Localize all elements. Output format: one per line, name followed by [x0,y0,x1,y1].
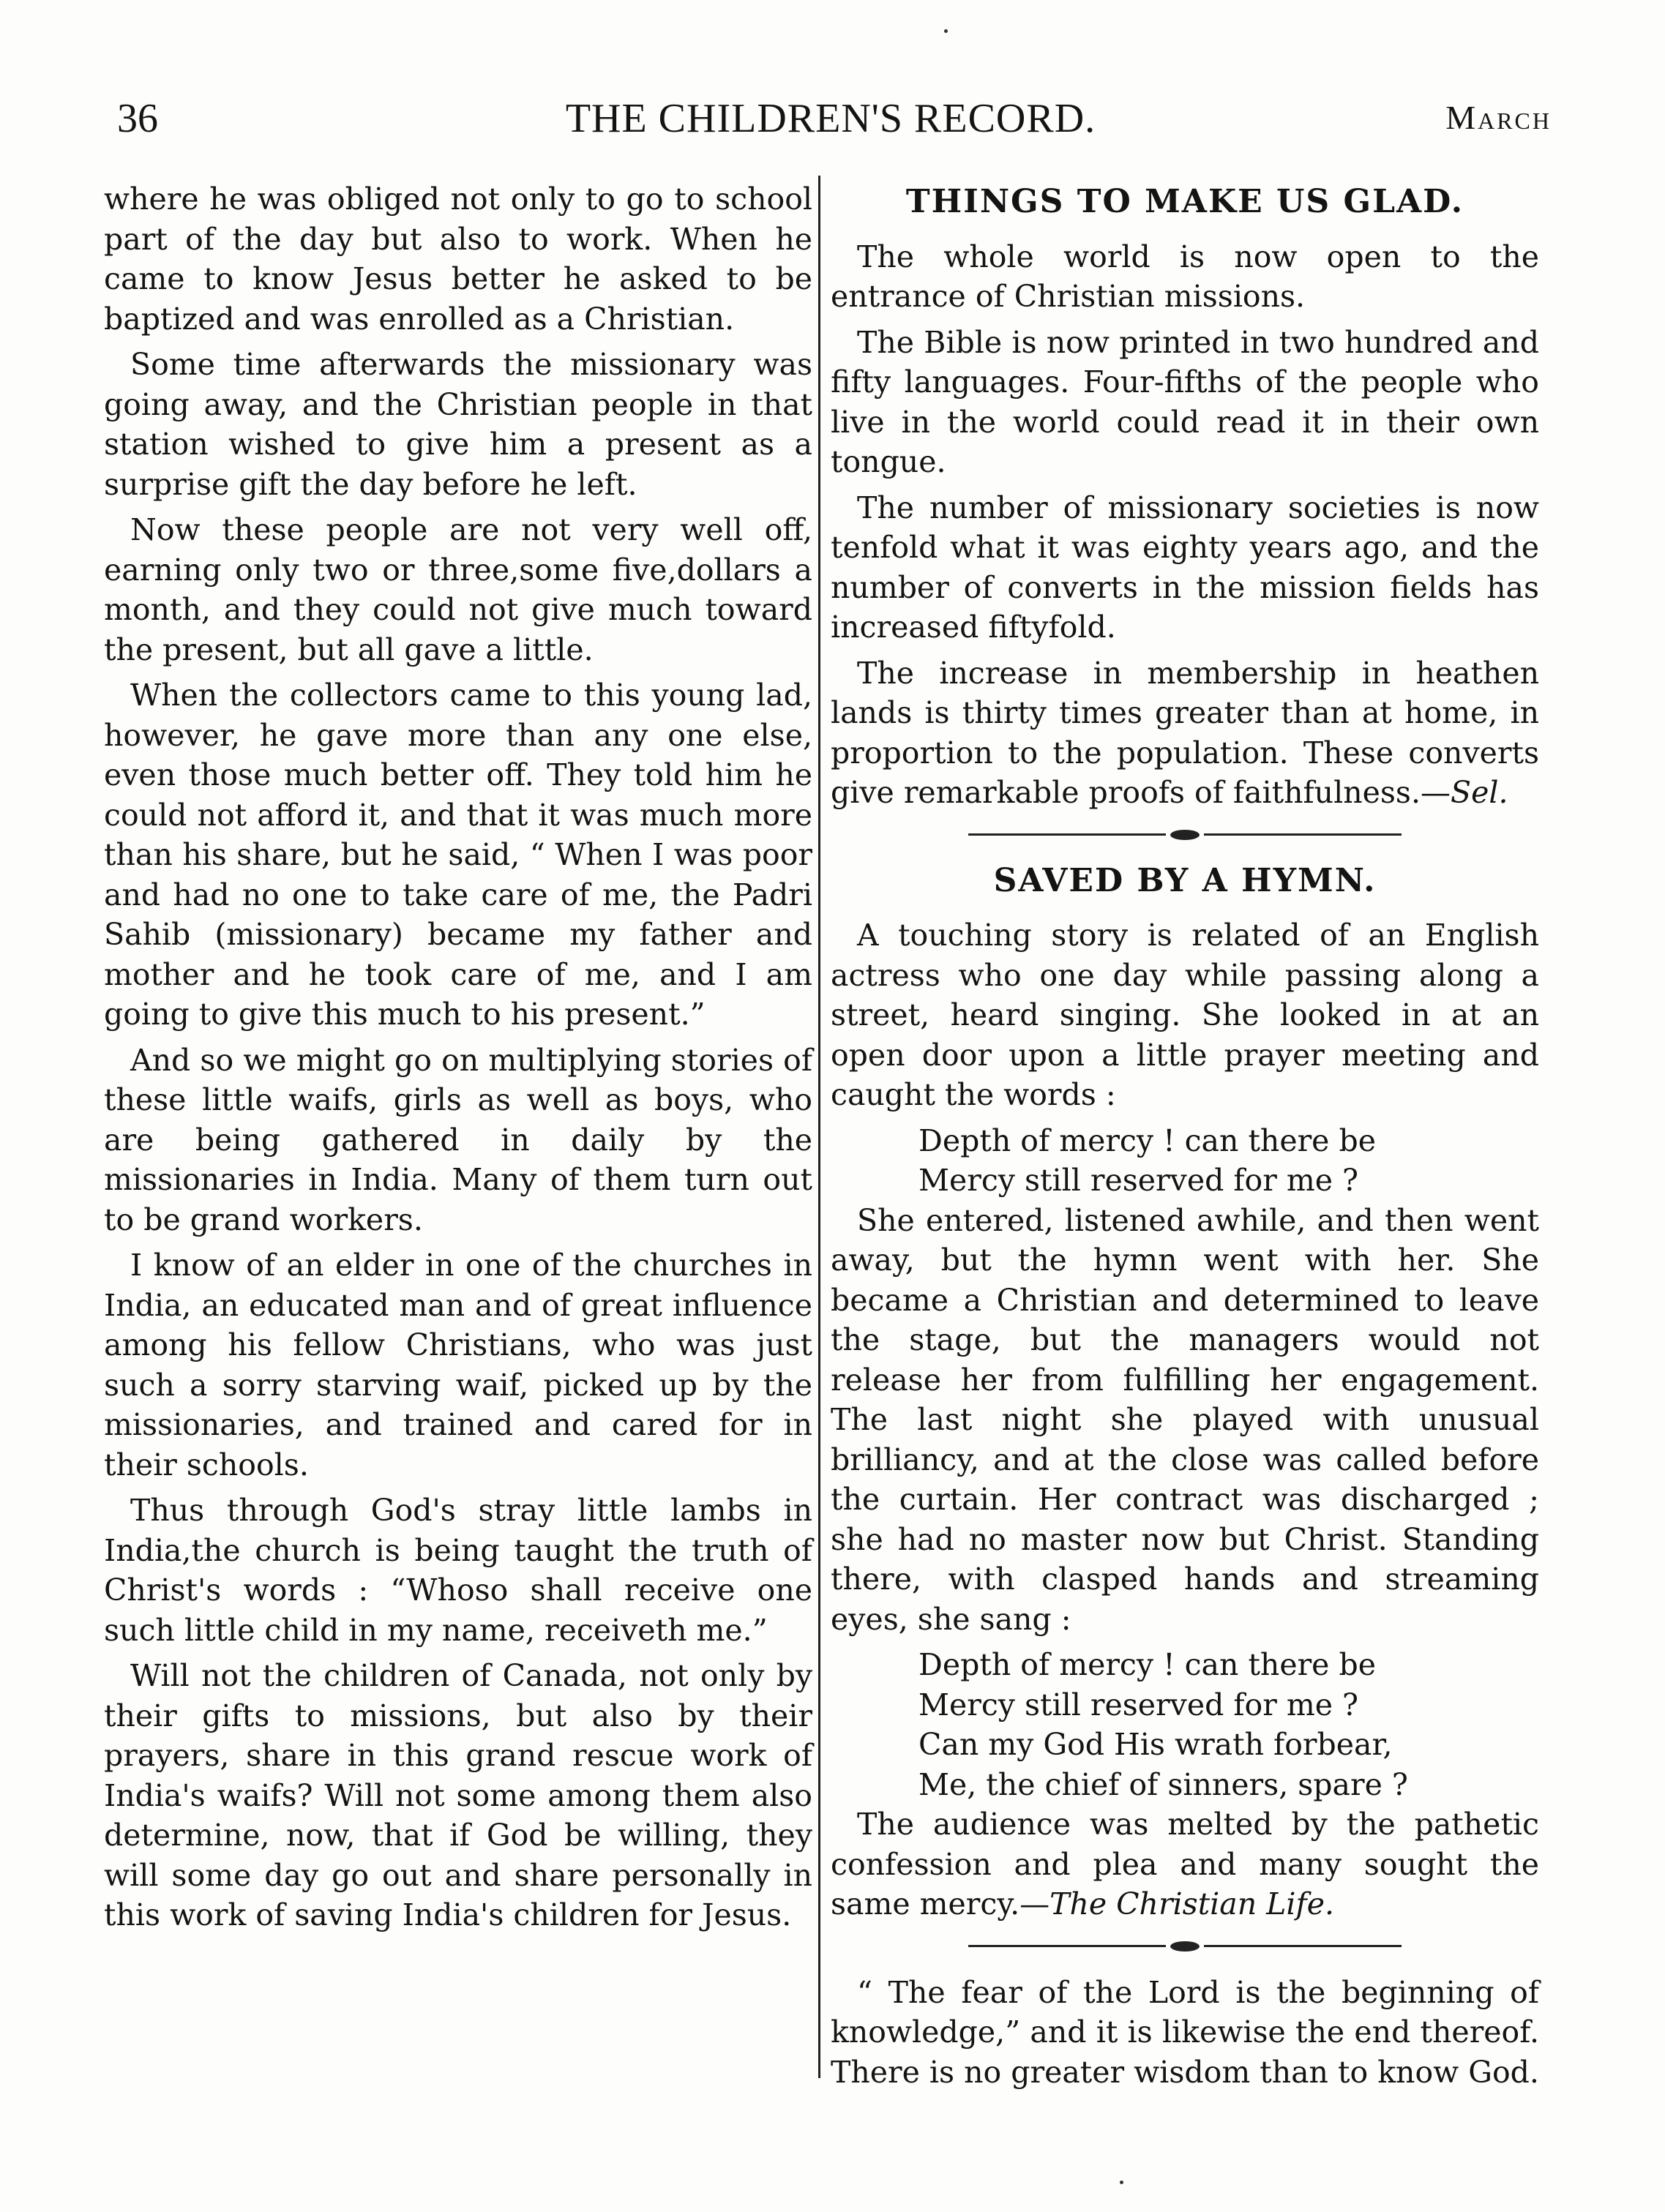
paragraph: Thus through God's stray little lambs in India,the church is being taught the truth of Christ's words : “Whoso shall receive one such little child in my name, receiveth me.” [104,1493,812,1648]
paragraph: The whole world is now open to the entrance of Christian missions. [831,239,1539,314]
paragraph: Some time afterwards the missionary was going away, and the Christian people in that station wished to give him a present as a surprise gift the day before he left. [104,347,812,502]
verse-line: Depth of mercy ! can there be [918,1122,1376,1158]
article-heading-saved-by-a-hymn: SAVED BY A HYMN. [993,861,1377,899]
verse-line: Can my God His wrath forbear, [918,1727,1393,1762]
divider-ornament-icon [1170,1941,1200,1952]
paragraph: A touching story is related of an English actress who one day while passing along a street, heard singing. She looked in at an open door upon a little prayer meeting and caught the words : [831,918,1539,1112]
divider-line [1204,1945,1402,1947]
left-column [104,179,812,1941]
paragraph: The number of missionary societies is now tenfold what it was eighty years ago, and the number of converts in the mission fields has increased fiftyfold. [831,490,1539,645]
paragraph: Now these people are not very well off, earning only two or three,some five,dollars a month, and they could not give much toward the present, but all gave a little. [104,512,812,667]
source-attribution: Sel. [1451,775,1508,810]
paragraph: And so we might go on multiplying stories of these little waifs, girls as well as boys, who are being gathered in daily by the missionaries in India. Many of them turn out to be grand workers. [104,1042,812,1237]
verse-line: Depth of mercy ! can there be [918,1647,1376,1682]
paragraph: Will not the children of Canada, not only by their gifts to missions, but also by their prayers, share in this grand rescue work of India's waifs? Will not some among them also determine, now, that if God be willing, they will some day go out and share personally in this work of saving India's children for Jesus. [104,1658,812,1932]
paragraph: The Bible is now printed in two hundred and fifty languages. Four-fifths of the people who live in the world could read it in their own tongue. [831,324,1539,479]
verse-line: Mercy still reserved for me ? [918,1163,1359,1198]
print-speck [1120,2181,1123,2184]
divider-line [968,833,1166,836]
divider-line [1204,833,1402,836]
paragraph [831,1804,1539,1924]
paragraph: She entered, listened awhile, and then went away, but the hymn went with her. She became a Christian and determined to leave the stage, but the managers would not release her from fulfilling her engagement. The last night she played with unusual brilliancy, and at the close was called before the curtain. Her contract was discharged ; she had no master now but Christ. Standing there, with clasped hands and streaming eyes, she sang : [831,1202,1539,1637]
page-header [110,95,1552,161]
hymn-verse [918,1121,1539,1201]
ornamental-divider [831,819,1539,851]
divider-ornament-icon [1170,830,1200,840]
article-heading-things-to-make-us-glad: THINGS TO MAKE US GLAD. [905,183,1464,220]
verse-line: Mercy still reserved for me ? [918,1687,1359,1722]
issue-month: March [1445,99,1552,136]
print-speck [944,29,948,33]
divider-line [968,1945,1166,1947]
ornamental-divider [831,1930,1539,1962]
paragraph-text: The audience was melted by the pathetic confession and plea and many sought the same mercy.— [831,1807,1539,1922]
column-divider [818,176,820,2078]
paragraph: where he was obliged not only to go to school part of the day but also to work. When he came to know Jesus better he asked to be baptized and was enrolled as a Christian. [104,181,812,337]
paragraph: When the collectors came to this young lad, however, he gave more than any one else, even those much better off. They told him he could not afford it, and that it was much more than his share, but he said, “ When I was poor and had no one to take care of me, the Padri Sahib (missionary) became my father and mother and he took care of me, and I am going to give this much to his present.” [104,678,812,1032]
right-column [831,179,1539,2098]
page-number: 36 [117,96,158,141]
publication-title: THE CHILDREN'S RECORD. [565,96,1096,141]
verse-line: Me, the chief of sinners, spare ? [918,1766,1408,1802]
hymn-verse [918,1645,1539,1804]
paragraph: I know of an elder in one of the churches in India, an educated man and of great influence among his fellow Christians, who was just such a sorry starving waif, picked up by the missionaries, and trained and cared for in their schools. [104,1248,812,1482]
paragraph [831,653,1539,813]
closing-quote: “ The fear of the Lord is the beginning of knowledge,” and it is likewise the end thereof. There is no greater wisdom than to know God. [831,1974,1539,2090]
source-attribution: The Christian Life. [1049,1886,1334,1922]
paragraph-text: The increase in membership in heathen lands is thirty times greater than at home, in proportion to the population. These converts give remarkable proofs of faithfulness.— [831,655,1539,810]
